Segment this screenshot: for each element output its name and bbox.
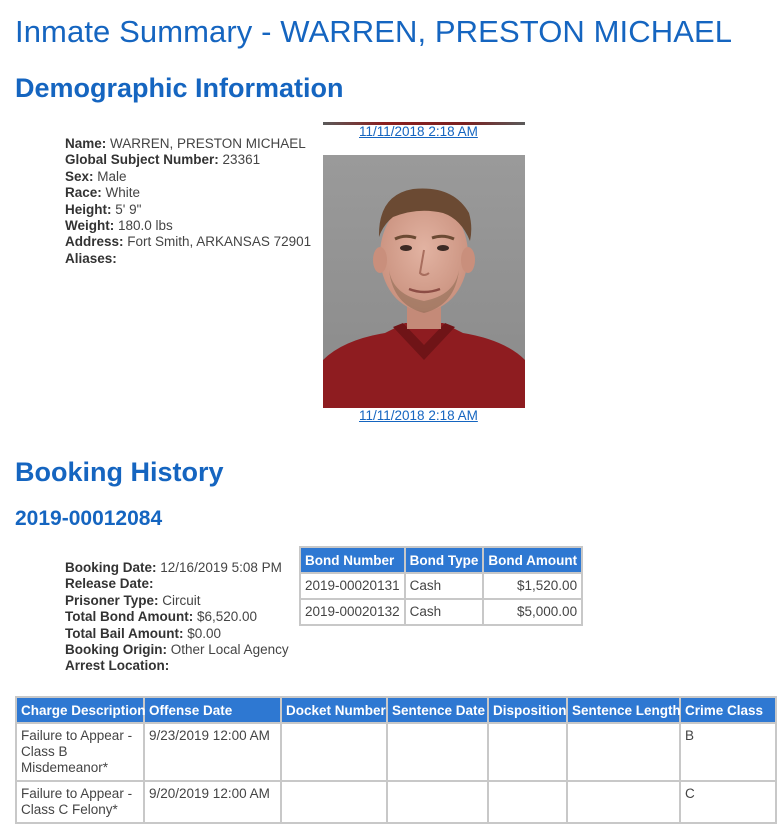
field-value: 180.0 lbs [118, 218, 173, 234]
booking-row-date [65, 560, 289, 576]
column-header: Sentence Date [388, 698, 487, 722]
demographic-row-address [65, 234, 311, 250]
crime-class-cell: C [681, 782, 775, 822]
column-header: Bond Type [406, 548, 483, 572]
table-row [301, 574, 581, 598]
column-header: Bond Amount [484, 548, 581, 572]
field-label: Arrest Location: [65, 658, 170, 674]
mugshot-image [323, 155, 525, 408]
demographic-row-weight [65, 218, 311, 234]
photo-date-link[interactable]: 11/11/2018 2:18 AM [359, 124, 478, 139]
column-header: Crime Class [681, 698, 775, 722]
offense-date-cell: 9/20/2019 12:00 AM [145, 782, 280, 822]
bond-number-cell: 2019-00020131 [301, 574, 404, 598]
charge-description-cell: Failure to Appear - Class B Misdemeanor* [17, 724, 143, 780]
demographic-info [65, 136, 311, 267]
field-label: Booking Date: [65, 560, 157, 575]
sentence-length-cell [568, 724, 679, 780]
charges-table-container [15, 696, 764, 824]
demographic-row-sex [65, 169, 311, 185]
field-label: Total Bond Amount: [65, 609, 194, 625]
demographic-row-height [65, 202, 311, 218]
field-value: 5' 9" [115, 201, 142, 217]
field-label: Prisoner Type: [65, 592, 159, 608]
field-value: Circuit [162, 592, 201, 608]
sentence-length-cell [568, 782, 679, 822]
booking-info [65, 560, 289, 675]
mugshot-photo[interactable] [323, 155, 525, 408]
field-value: WARREN, PRESTON MICHAEL [110, 136, 306, 151]
field-value: White [105, 185, 141, 201]
booking-number: 2019-00012084 [15, 507, 163, 530]
page-title: Inmate Summary - WARREN, PRESTON MICHAEL [15, 14, 733, 49]
column-header: Sentence Length [568, 698, 679, 722]
column-header: Offense Date [145, 698, 280, 722]
column-header: Charge Description [17, 698, 143, 722]
field-label: Sex: [65, 168, 94, 184]
demographic-heading: Demographic Information [15, 73, 344, 103]
charges-table [15, 696, 777, 824]
demographic-row-gsn [65, 152, 311, 168]
field-label: Booking Origin: [65, 642, 167, 658]
docket-number-cell [282, 782, 386, 822]
field-value: Male [97, 168, 127, 184]
photo-date-link[interactable]: 11/11/2018 2:18 AM [359, 408, 478, 423]
field-label: Address: [65, 234, 124, 250]
field-value: 12/16/2019 5:08 PM [160, 560, 282, 575]
field-value: Fort Smith, ARKANSAS 72901 [127, 234, 312, 250]
table-row [301, 600, 581, 624]
column-header: Docket Number [282, 698, 386, 722]
sentence-date-cell [388, 782, 487, 822]
sentence-date-cell [388, 724, 487, 780]
bond-table-header [301, 548, 581, 572]
bond-amount-cell: $1,520.00 [484, 574, 581, 598]
bond-type-cell: Cash [406, 574, 483, 598]
field-label: Total Bail Amount: [65, 625, 184, 641]
bond-amount-cell: $5,000.00 [484, 600, 581, 624]
bond-number-cell: 2019-00020132 [301, 600, 404, 624]
field-label: Race: [65, 185, 102, 201]
booking-row-prisoner-type [65, 593, 289, 609]
docket-number-cell [282, 724, 386, 780]
booking-row-origin [65, 642, 289, 658]
field-value: $0.00 [187, 625, 222, 641]
charges-table-header [17, 698, 775, 722]
field-value: $6,520.00 [196, 609, 258, 625]
charge-description-cell: Failure to Appear - Class C Felony* [17, 782, 143, 822]
table-row [17, 724, 775, 780]
booking-row-arrest-location [65, 658, 289, 674]
bond-table [299, 546, 583, 626]
crime-class-cell: B [681, 724, 775, 780]
field-label: Weight: [65, 218, 115, 234]
booking-row-bond-total [65, 609, 289, 625]
column-header: Disposition [489, 698, 566, 722]
demographic-row-race [65, 185, 311, 201]
field-label: Aliases: [65, 250, 117, 266]
column-header: Bond Number [301, 548, 404, 572]
field-value: Other Local Agency [170, 642, 289, 658]
field-label: Release Date: [65, 576, 154, 592]
table-row [17, 782, 775, 822]
offense-date-cell: 9/23/2019 12:00 AM [145, 724, 280, 780]
disposition-cell [489, 782, 566, 822]
booking-history-heading: Booking History [15, 457, 224, 487]
field-label: Height: [65, 201, 112, 217]
disposition-cell [489, 724, 566, 780]
booking-row-bail-total [65, 626, 289, 642]
demographic-row-aliases [65, 251, 311, 267]
bond-type-cell: Cash [406, 600, 483, 624]
field-label: Global Subject Number: [65, 152, 219, 168]
booking-row-release [65, 576, 289, 592]
demographic-row-name [65, 136, 311, 152]
field-label: Name: [65, 136, 107, 151]
field-value: 23361 [222, 152, 261, 168]
